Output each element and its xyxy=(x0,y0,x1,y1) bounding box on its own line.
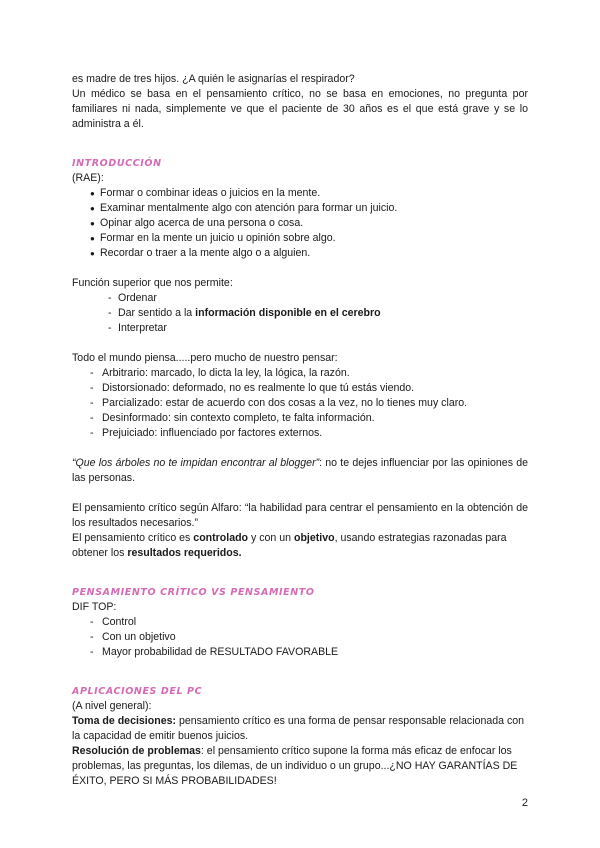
list-item: - Con un objetivo xyxy=(72,630,528,645)
page-number: 2 xyxy=(521,797,528,809)
list-item: ● Examinar mentalmente algo con atención para formar un juicio. xyxy=(72,201,528,216)
pc-bold-3: resultados requeridos. xyxy=(127,547,242,559)
list-item: ● Recordar o traer a la mente algo o a alguien. xyxy=(72,246,528,261)
pc-bold-1: controlado xyxy=(193,532,249,544)
piensa-intro: Todo el mundo piensa.....pero mucho de nuestro pensar: xyxy=(72,352,338,364)
heading-pc-vs: PENSAMIENTO CRÍTICO VS PENSAMIENTO xyxy=(72,587,315,598)
list-item: - Control xyxy=(72,615,528,630)
intro-line-1: es madre de tres hijos. ¿A quién le asignarías el respirador? xyxy=(72,73,355,85)
list-item xyxy=(72,306,528,321)
heading-introduccion: INTRODUCCIÓN xyxy=(72,158,162,169)
dif-list xyxy=(72,615,528,660)
list-item: - Arbitrario: marcado, lo dicta la ley, la lógica, la razón. xyxy=(72,366,528,381)
rae-label: (RAE): xyxy=(72,172,104,184)
list-item: - Parcializado: estar de acuerdo con dos cosas a la vez, no lo tienes muy claro. xyxy=(72,396,528,411)
pc-paragraph xyxy=(72,531,528,561)
dif-label: DIF TOP: xyxy=(72,601,117,613)
nivel-label: (A nivel general): xyxy=(72,700,152,712)
intro-paragraph: Un médico se basa en el pensamiento crítico, no se basa en emociones, no pregunta por familiares ni nada, simplemente ve que el paciente de 30 años es el que está grave y se lo administra a él. xyxy=(72,88,528,130)
quote-text: “Que los árboles no te impidan encontrar al blogger” xyxy=(72,457,320,469)
list-item: - Interpretar xyxy=(72,321,528,336)
heading-aplicaciones: APLICACIONES DEL PC xyxy=(72,686,203,697)
list-item: - Prejuiciado: influenciado por factores externos. xyxy=(72,426,528,441)
toma-bold: Toma de decisiones: xyxy=(72,715,177,727)
list-item: - Ordenar xyxy=(72,291,528,306)
list-item: ● Opinar algo acerca de una persona o cosa. xyxy=(72,216,528,231)
definitions-list xyxy=(72,186,528,261)
pc-bold-2: objetivo xyxy=(293,532,335,544)
alfaro-paragraph: El pensamiento crítico según Alfaro: “la habilidad para centrar el pensamiento en la obtención de los resultados necesarios.” xyxy=(72,502,528,529)
toma-paragraph xyxy=(72,714,528,744)
toma-rest: pensamiento crítico es una forma de pensar responsable relacionada con la capacidad de emitir buenos juicios. xyxy=(72,715,525,742)
pc-text-1: El pensamiento crítico es xyxy=(72,532,194,544)
quote-paragraph xyxy=(72,456,528,486)
tipos-list xyxy=(72,366,528,441)
pc-text-2: y con un xyxy=(248,532,294,544)
pc-text-3: , usando estrategias razonadas para obtener los xyxy=(72,532,507,559)
list-item: ● Formar o combinar ideas o juicios en la mente. xyxy=(72,186,528,201)
funcion-intro: Función superior que nos permite: xyxy=(72,277,233,289)
list-item: ● Formar en la mente un juicio u opinión sobre algo. xyxy=(72,231,528,246)
resolucion-bold: Resolución de problemas xyxy=(72,745,201,757)
list-item: - Desinformado: sin contexto completo, te falta información. xyxy=(72,411,528,426)
funcion-prefix: Dar sentido a la xyxy=(118,307,196,319)
resolucion-rest: : el pensamiento crítico supone la forma más eficaz de enfocar los problemas, las preguntas, los dilemas, de un individuo o un grupo...¿NO HAY GARANTÍAS DE ÉXITO, PERO SI MÁS PROBABILIDADES! xyxy=(72,745,518,787)
quote-rest: : no te dejes influenciar por las opiniones de las personas. xyxy=(72,457,528,484)
funciones-list xyxy=(72,291,528,336)
document-page xyxy=(72,72,528,789)
list-item: - Distorsionado: deformado, no es realmente lo que tú estás viendo. xyxy=(72,381,528,396)
funcion-bold: información disponible en el cerebro xyxy=(195,307,381,319)
list-item: - Mayor probabilidad de RESULTADO FAVORABLE xyxy=(72,645,528,660)
resolucion-paragraph xyxy=(72,744,528,789)
